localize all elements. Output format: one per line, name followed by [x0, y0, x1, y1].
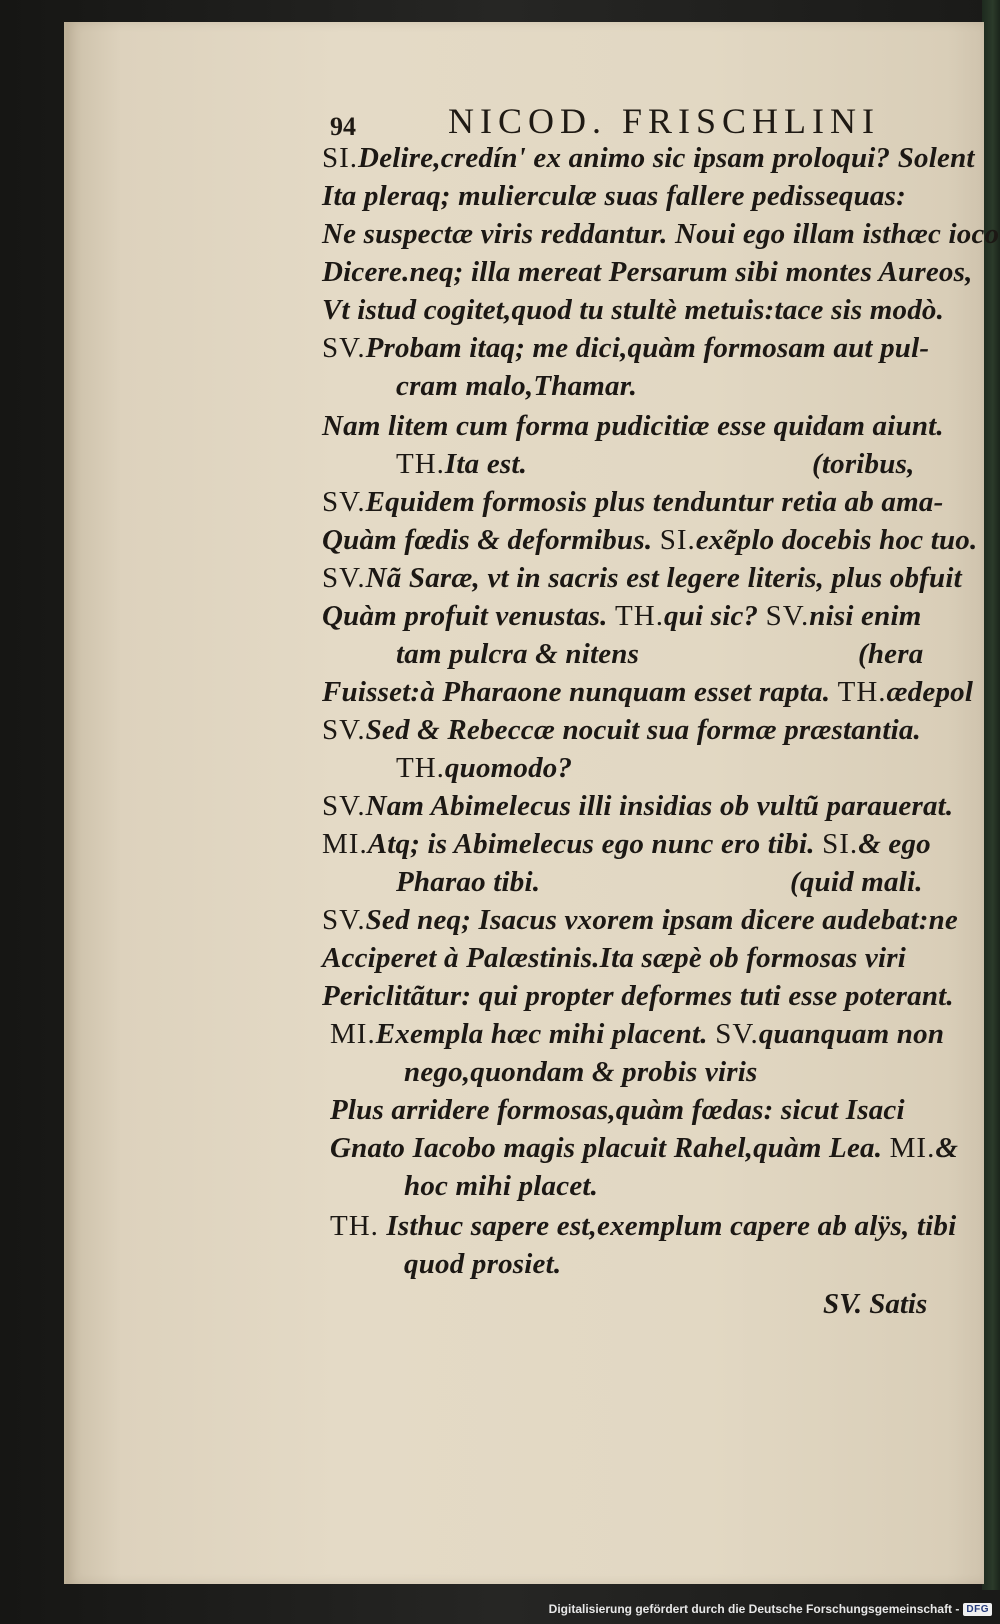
text-line: Vt istud cogitet,quod tu stultè metuis:tace sis modò.	[322, 294, 945, 326]
text-line-right: (quid mali.	[790, 866, 923, 898]
text-line: quod prosiet.	[404, 1248, 562, 1280]
text-line: Nam litem cum forma pudicitiæ esse quidam aiunt.	[322, 410, 944, 442]
text-line: TH.quomodo?	[396, 752, 573, 784]
text-line: SV.Sed neq; Isacus vxorem ipsam dicere audebat:ne	[322, 904, 958, 936]
text-line: SV.Equidem formosis plus tenduntur retia ab ama-	[322, 486, 944, 518]
text-line: hoc mihi placet.	[404, 1170, 599, 1202]
text-line: Quàm profuit venustas. TH.qui sic? SV.nisi enim	[322, 600, 922, 632]
text-line: TH. Isthuc sapere est,exemplum capere ab alÿs, tibi	[330, 1210, 957, 1242]
text-line: Periclitãtur: qui propter deformes tuti esse poterant.	[322, 980, 954, 1012]
text-line: Pharao tibi.	[396, 866, 541, 898]
catchword: SV. Satis	[823, 1288, 928, 1320]
text-line: tam pulcra & nitens	[396, 638, 640, 670]
text-line: nego,quondam & probis viris	[404, 1056, 758, 1088]
text-line: MI.Atq; is Abimelecus ego nunc ero tibi. SI.& ego	[322, 828, 931, 860]
running-head-title: NICOD. FRISCHLINI	[448, 101, 881, 141]
text-line: Quàm fœdis & deformibus. SI.exẽplo docebis hoc tuo.	[322, 524, 978, 556]
text-line: SV.Nam Abimelecus illi insidias ob vultũ parauerat.	[322, 790, 954, 822]
text-line: SV.Sed & Rebeccæ nocuit sua formæ præstantia.	[322, 714, 921, 746]
text-line: TH.Ita est.	[396, 448, 528, 480]
text-line-right: (toribus,	[812, 448, 915, 480]
digitization-footer	[549, 1598, 992, 1620]
text-line: SI.Delire,credín' ex animo sic ipsam proloqui? Solent	[322, 142, 975, 174]
running-head	[330, 100, 950, 144]
text-line: Dicere.neq; illa mereat Persarum sibi montes Aureos,	[322, 256, 973, 288]
dfg-logo: DFG	[963, 1603, 992, 1616]
footer-text: Digitalisierung gefördert durch die Deutsche Forschungsgemeinschaft -	[548, 1602, 960, 1616]
text-line: SV.Probam itaq; me dici,quàm formosam aut pul-	[322, 332, 930, 364]
page-number: 94	[330, 112, 356, 141]
text-line: Plus arridere formosas,quàm fœdas: sicut Isaci	[330, 1094, 905, 1126]
text-line: Fuisset:à Pharaone nunquam esset rapta. TH.ædepol	[322, 676, 974, 708]
text-line: Ne suspectæ viris reddantur. Noui ego illam isthæc ioco	[322, 218, 1000, 250]
text-line-right: (hera	[858, 638, 924, 670]
text-line: cram malo,Thamar.	[396, 370, 638, 402]
text-line: Ita pleraq; mulierculæ suas fallere pedissequas:	[322, 180, 906, 212]
text-line: Gnato Iacobo magis placuit Rahel,quàm Lea. MI.&	[330, 1132, 959, 1164]
text-line: MI.Exempla hæc mihi placent. SV.quanquam non	[330, 1018, 945, 1050]
text-line: SV.Nã Saræ, vt in sacris est legere literis, plus obfuit	[322, 562, 962, 594]
text-line: Acciperet à Palæstinis.Ita sæpè ob formosas viri	[322, 942, 906, 974]
